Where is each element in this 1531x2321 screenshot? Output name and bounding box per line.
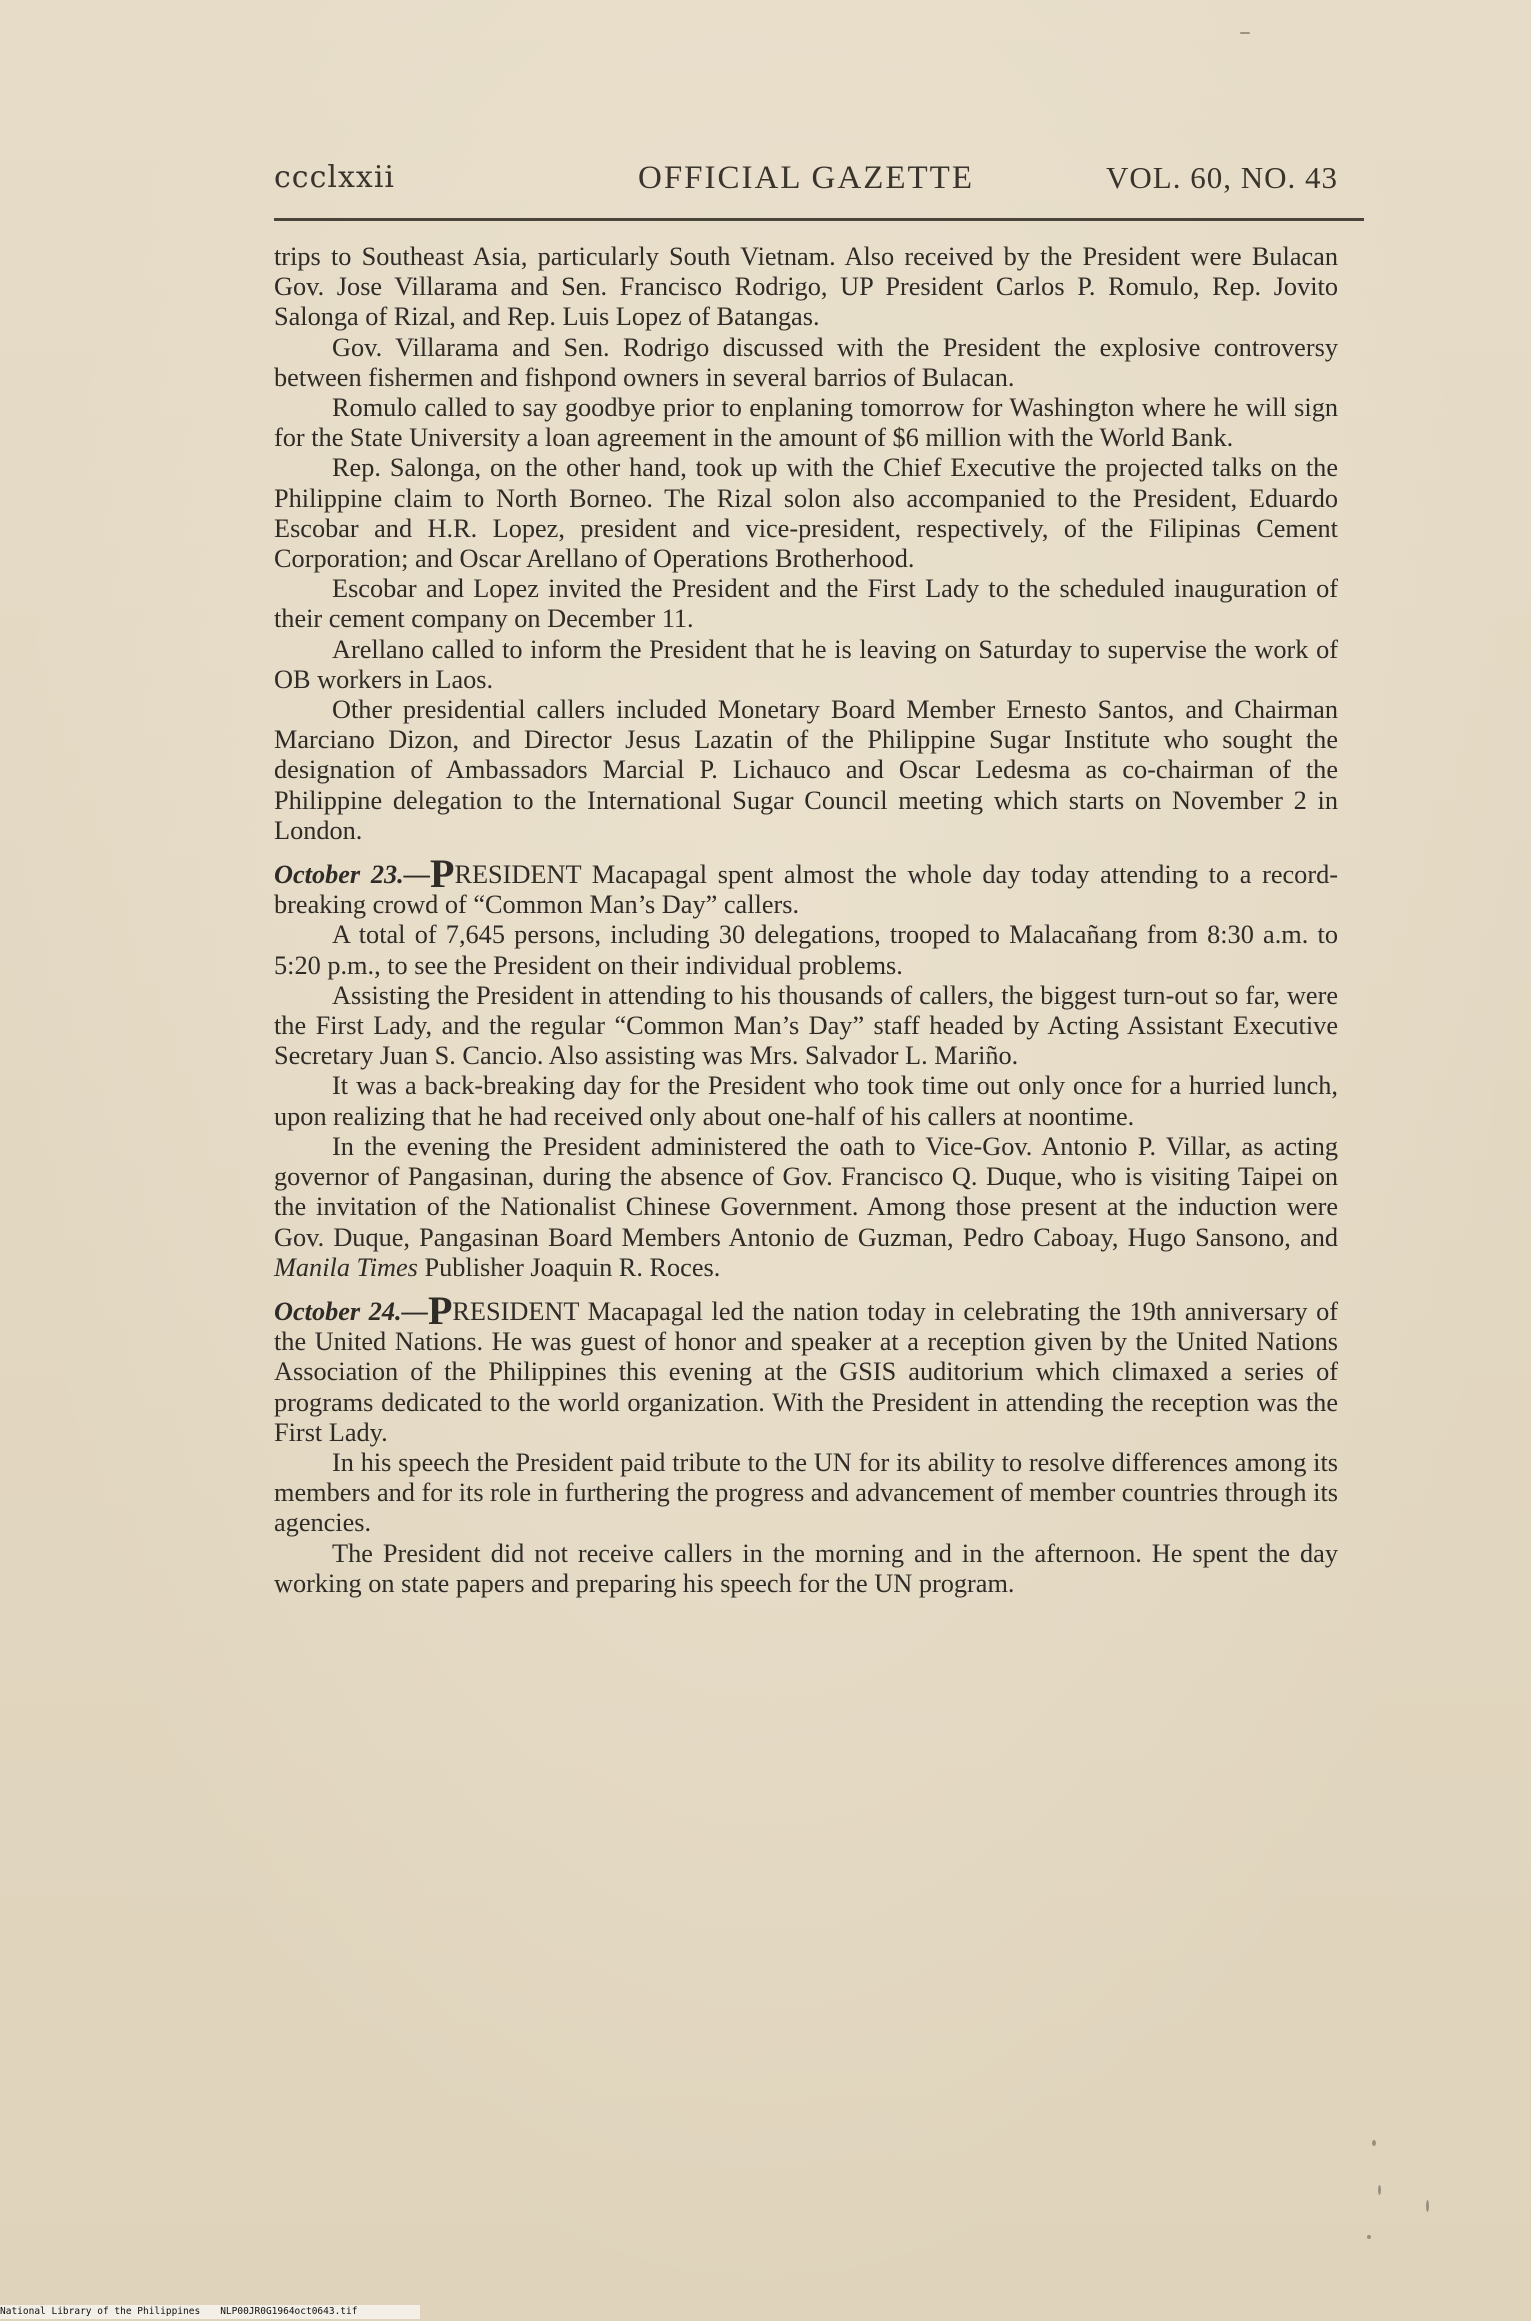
newspaper-title: Manila Times (274, 1252, 418, 1282)
scan-speck (1372, 2140, 1376, 2146)
diary-entry-oct24 (274, 1287, 1338, 1448)
drop-cap: P (427, 1287, 453, 1333)
paragraph: Romulo called to say goodbye prior to enplaning tomorrow for Washington where he will sign for the State University a loan agreement in the amount of $6 million with the World Bank. (274, 393, 1338, 453)
paragraph (274, 1132, 1338, 1283)
page-number: ccclxxii (274, 160, 396, 195)
paragraph: Escobar and Lopez invited the President and the First Lady to the scheduled inauguration of their cement company on December 11. (274, 574, 1338, 634)
paragraph: trips to Southeast Asia, particularly South Vietnam. Also received by the President were Bulacan Gov. Jose Villarama and Sen. Francisco Rodrigo, UP President Carlos P. Romulo, Rep. Jovito Salonga of Rizal, and Rep. Luis Lopez of Batangas. (274, 242, 1338, 332)
paragraph: In his speech the President paid tribute to the UN for its ability to resolve differences among its members and for its role in furthering the progress and advancement of member countries through its agencies. (274, 1447, 1338, 1538)
entry-lead: RESIDENT Macapagal spent almost the whole day today attending to a record-breaking crowd of “Common Man’s Day” callers. (274, 860, 1338, 920)
scan-speck (1426, 2200, 1429, 2212)
scan-filename: NLP00JR0G1964oct0643.tif (220, 2306, 358, 2317)
paragraph: Arellano called to inform the President that he is leaving on Saturday to supervise the work of OB workers in Laos. (274, 634, 1338, 694)
diary-entry-oct23 (274, 851, 1338, 920)
paragraph: Other presidential callers included Monetary Board Member Ernesto Santos, and Chairman Marciano Dizon, and Director Jesus Lazatin of the Philippine Sugar Institute who sought the designation of Ambassadors Marcial P. Lichauco and Oscar Ledesma as co-chairman of the Philippine delegation to the International Sugar Council meeting which starts on November 2 in London. (274, 695, 1338, 845)
entry-date: October 24.— (274, 1296, 428, 1326)
paragraph: The President did not receive callers in the morning and in the afternoon. He spent the day working on state papers and preparing his speech for the UN program. (274, 1538, 1338, 1598)
paragraph-text: In the evening the President administered the oath to Vice-Gov. Antonio P. Villar, as acting governor of Pangasinan, during the absence of Gov. Francisco Q. Duque, who is visiting Taipei on the invitation of the Nationalist Chinese Government. Among those present at the induction were Gov. Duque, Pangasinan Board Members Antonio de Guzman, Pedro Caboay, Hugo Sansono, and (274, 1131, 1338, 1252)
entry-lead: RESIDENT Macapagal led the nation today in celebrating the 19th anniversary of the United Nations. He was guest of honor and speaker at a reception given by the United Nations Association of the Philippines this evening at the GSIS auditorium which climaxed a series of programs dedicated to the world organization. With the President in attending the reception was the First Lady. (274, 1296, 1338, 1447)
scan-speck (1378, 2185, 1381, 2195)
paragraph-text: Publisher Joaquin R. Roces. (417, 1252, 721, 1282)
volume-number: VOL. 60, NO. 43 (1106, 160, 1338, 195)
drop-cap: P (430, 851, 455, 897)
paragraph: Rep. Salonga, on the other hand, took up with the Chief Executive the projected talks on the Philippine claim to North Borneo. The Rizal solon also accompanied to the President, Eduardo Escobar and H.R. Lopez, president and vice-president, respectively, of the Filipinas Cement Corporation; and Oscar Arellano of Operations Brotherhood. (274, 453, 1338, 574)
library-credit: National Library of the Philippines (0, 2306, 201, 2317)
paragraph: A total of 7,645 persons, including 30 delegations, trooped to Malacañang from 8:30 a.m. to 5:20 p.m., to see the President on their individual problems. (274, 920, 1338, 980)
publication-title: OFFICIAL GAZETTE (638, 160, 974, 196)
page-header (274, 160, 1338, 204)
paragraph: Assisting the President in attending to his thousands of callers, the biggest turn-out so far, were the First Lady, and the regular “Common Man’s Day” staff headed by Acting Assistant Executive Secretary Juan S. Cancio. Also assisting was Mrs. Salvador L. Mariño. (274, 980, 1338, 1071)
header-rule (274, 218, 1364, 221)
scan-footer (0, 2305, 420, 2319)
entry-date: October 23.— (274, 860, 431, 890)
scan-speck (1240, 32, 1250, 34)
scan-speck (1367, 2235, 1371, 2239)
paragraph: Gov. Villarama and Sen. Rodrigo discussed with the President the explosive controversy between fishermen and fishpond owners in several barrios of Bulacan. (274, 332, 1338, 392)
paragraph: It was a back-breaking day for the President who took time out only once for a hurried lunch, upon realizing that he had received only about one-half of his callers at noontime. (274, 1071, 1338, 1131)
article-body (274, 242, 1338, 1599)
